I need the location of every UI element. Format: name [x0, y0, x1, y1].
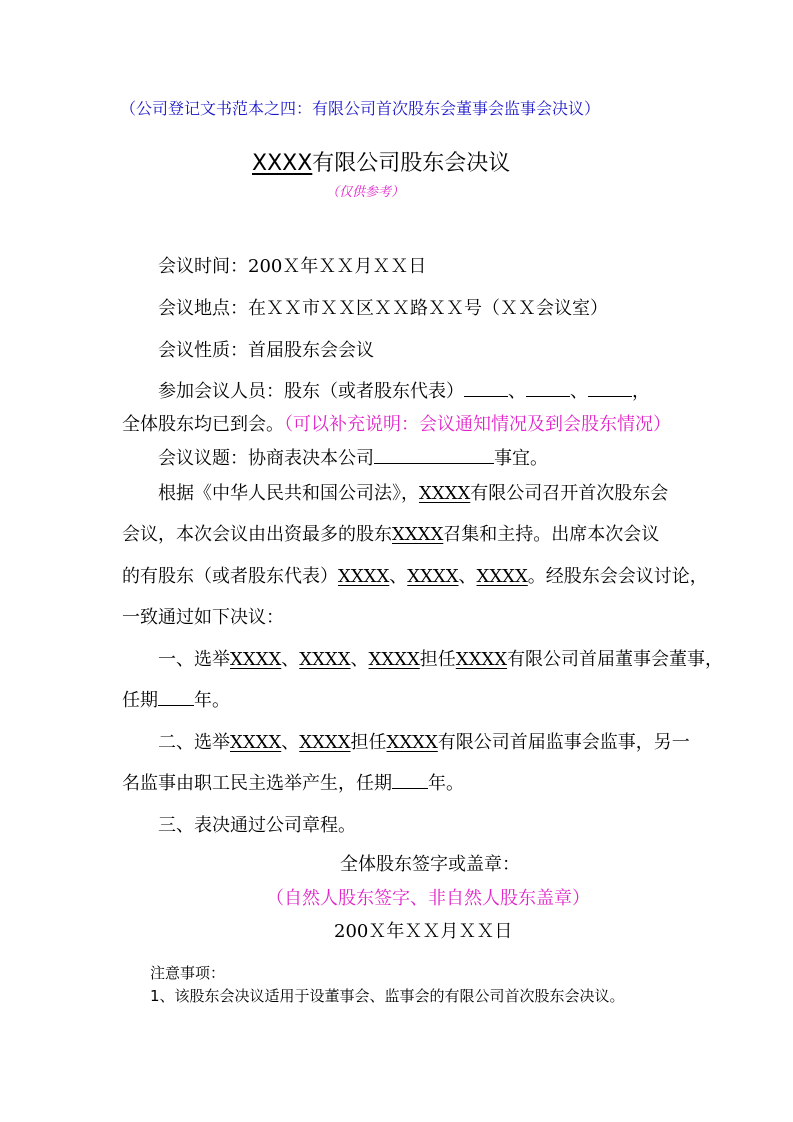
meeting-topic — [158, 444, 548, 470]
resolution-text: 有限公司首届监事会监事，另一 — [437, 732, 690, 753]
intro-text: 有限公司召开首次股东会 — [470, 483, 669, 504]
supervisor-placeholder: XXXX — [299, 732, 351, 753]
intro-line-4: 一致通过如下决议： — [122, 607, 284, 628]
meeting-place: 会议地点：在ＸＸ市ＸＸ区ＸＸ路ＸＸ号（ＸＸ会议室） — [158, 298, 608, 319]
all-present-text: 全体股东均已到会。 — [122, 414, 284, 435]
attendee-blank-2 — [526, 395, 570, 397]
resolution-2-line-2 — [122, 769, 464, 795]
all-present-line — [122, 410, 671, 436]
signature-label: 全体股东签字或盖章： — [340, 854, 520, 875]
resolution-text: 担任 — [350, 732, 387, 753]
attendee-blank-3 — [588, 395, 632, 397]
meeting-time: 会议时间：200Ｘ年ＸＸ月ＸＸ日 — [158, 256, 427, 277]
term-blank — [392, 787, 428, 789]
separator: 、 — [350, 649, 369, 670]
intro-text: 。经股东会会议讨论， — [527, 566, 708, 587]
signature-hint: （自然人股东签字、非自然人股东盖章） — [266, 888, 590, 909]
separator: 、 — [458, 566, 477, 587]
shareholder-placeholder: XXXX — [338, 566, 390, 587]
director-placeholder: XXXX — [299, 649, 351, 670]
intro-line-1 — [158, 479, 668, 505]
company-placeholder: XXXX — [455, 649, 508, 670]
separator: 、 — [389, 566, 408, 587]
resolution-text: 名监事由职工民主选举产生，任期 — [122, 773, 392, 794]
intro-line-3 — [122, 562, 708, 588]
company-placeholder: XXXX — [386, 732, 438, 753]
attendance-hint: （可以补充说明：会议通知情况及到会股东情况） — [284, 414, 671, 435]
company-placeholder: XXXX — [419, 483, 471, 504]
separator: 、 — [281, 649, 300, 670]
intro-text: 召集和主持。出席本次会议 — [443, 524, 660, 545]
resolution-text: 年。 — [194, 690, 230, 711]
attendees-label: 参加会议人员：股东（或者股东代表） — [158, 381, 464, 402]
shareholder-placeholder: XXXX — [476, 566, 528, 587]
intro-text: 会议，本次会议由出资最多的股东 — [122, 524, 392, 545]
page-title — [252, 146, 510, 177]
notes-heading: 注意事项： — [150, 964, 226, 982]
attendee-sep-1: 、 — [508, 381, 526, 402]
resolution-text: 担任 — [419, 649, 456, 670]
topic-label: 会议议题：协商表决本公司 — [158, 448, 374, 469]
header-note: （公司登记文书范本之四：有限公司首次股东会董事会监事会决议） — [120, 99, 601, 118]
resolution-text: 任期 — [122, 690, 158, 711]
resolution-1-line-1 — [158, 645, 723, 671]
intro-line-2 — [122, 520, 659, 546]
title-company-placeholder: XXXX — [252, 151, 313, 176]
director-placeholder: XXXX — [368, 649, 420, 670]
title-subtitle: （仅供参考） — [326, 185, 405, 200]
separator: 、 — [281, 732, 300, 753]
shareholder-placeholder: XXXX — [407, 566, 459, 587]
meeting-nature: 会议性质：首届股东会会议 — [158, 340, 374, 361]
attendee-end: ， — [632, 381, 650, 402]
attendee-sep-2: 、 — [570, 381, 588, 402]
resolution-text: 一、选举 — [158, 649, 230, 670]
resolution-text: 有限公司首届董事会董事， — [507, 649, 724, 670]
intro-text: 的有股东（或者股东代表） — [122, 566, 338, 587]
resolution-3: 三、表决通过公司章程。 — [158, 815, 356, 836]
signature-date: 200Ｘ年ＸＸ月ＸＸ日 — [334, 921, 513, 942]
supervisor-placeholder: XXXX — [230, 732, 282, 753]
resolution-text: 二、选举 — [158, 732, 230, 753]
notes-item-1: 1、该股东会决议适用于设董事会、监事会的有限公司首次股东会决议。 — [150, 987, 625, 1005]
resolution-2-line-1 — [158, 728, 690, 754]
shareholder-placeholder: XXXX — [392, 524, 444, 545]
topic-suffix: 事宜。 — [494, 448, 548, 469]
meeting-attendees — [158, 377, 650, 403]
intro-text: 根据《中华人民共和国公司法》， — [158, 483, 419, 504]
title-text: 有限公司股东会决议 — [312, 151, 511, 176]
term-blank — [158, 704, 194, 706]
resolution-text: 年。 — [428, 773, 464, 794]
topic-blank — [374, 462, 494, 464]
director-placeholder: XXXX — [230, 649, 282, 670]
attendee-blank-1 — [464, 395, 508, 397]
resolution-1-line-2 — [122, 686, 230, 712]
